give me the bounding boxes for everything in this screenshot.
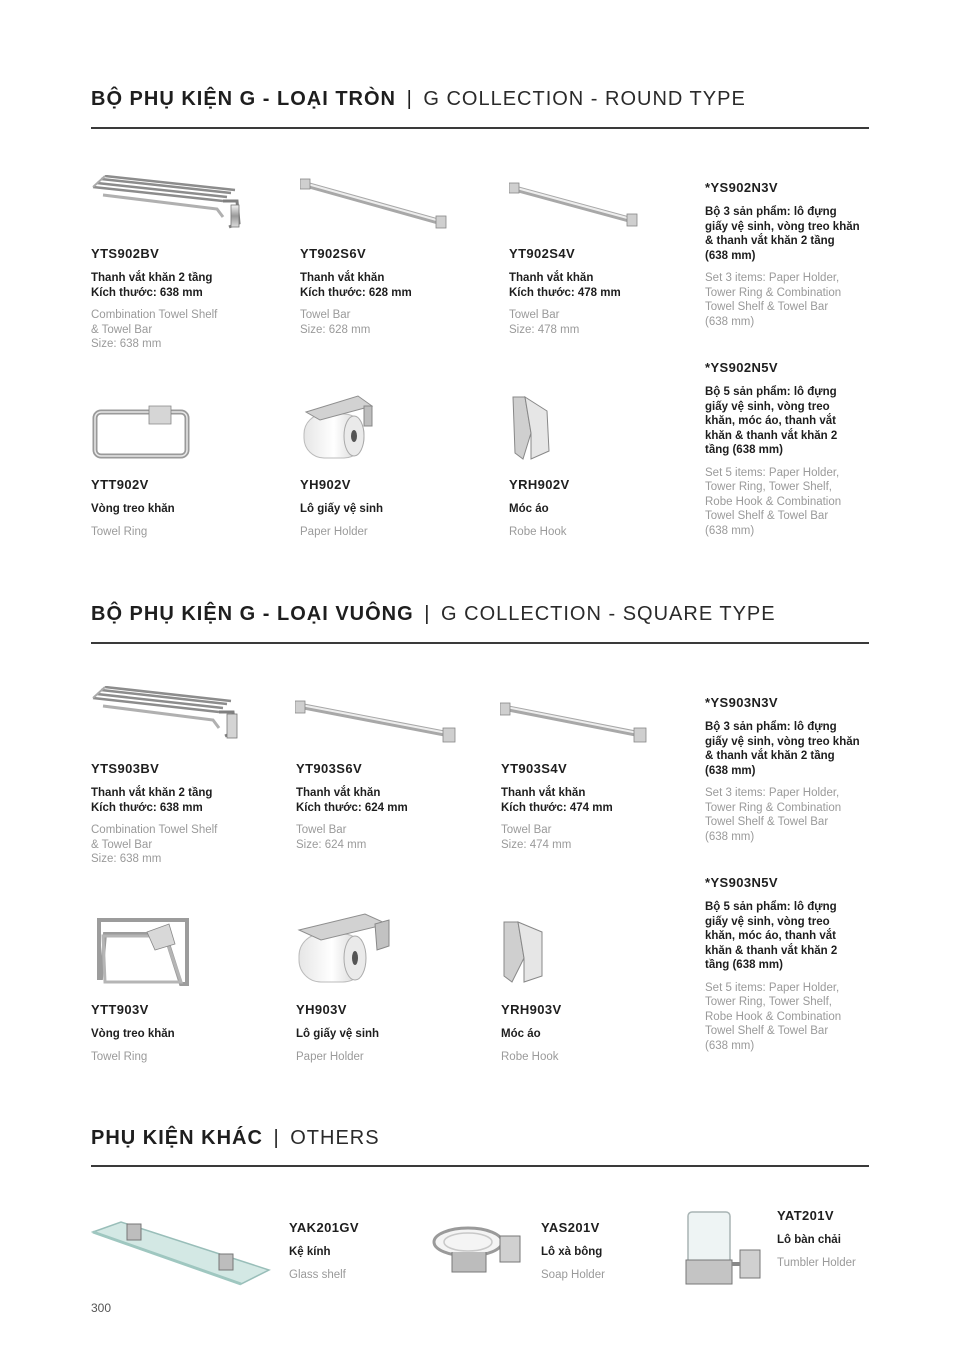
section-title-others	[91, 1127, 380, 1150]
product-code: YT902S6V	[300, 246, 367, 261]
product-code: *YS902N3V	[705, 180, 778, 195]
product-code: *YS903N3V	[705, 695, 778, 710]
en-line: Towel Bar	[501, 824, 552, 836]
vn-line: Thanh vắt khăn	[300, 272, 385, 284]
vn-line: Vòng treo khăn	[91, 503, 175, 515]
product-en-description	[289, 1268, 479, 1283]
product-en-description	[501, 823, 691, 852]
vn-line: giấy vệ sinh, vòng treo khăn	[705, 735, 860, 748]
vn-line: Móc áo	[509, 503, 549, 515]
vn-line: Bộ 5 sản phẩm: lô đựng	[705, 901, 837, 913]
product-en-description	[91, 1050, 281, 1065]
robe-hook-image	[509, 393, 553, 463]
vn-line: Kích thước: 478 mm	[509, 286, 621, 299]
vn-line: Thanh vắt khăn	[296, 787, 381, 799]
section-title-separator: |	[273, 1127, 280, 1149]
towel-ring-image	[91, 404, 195, 462]
section-divider	[91, 127, 869, 129]
product-YS902N5V	[705, 360, 875, 538]
vn-line: tầng (638 mm)	[705, 959, 783, 971]
towel-bar-624-image	[295, 700, 457, 746]
product-vn-description	[91, 786, 281, 815]
towel-shelf-image	[91, 175, 243, 233]
vn-line: & thanh vắt khăn 2 tầng	[705, 750, 835, 762]
section-title-round	[91, 88, 746, 111]
section-title-vn: PHỤ KIỆN KHÁC	[91, 1127, 263, 1149]
vn-line: Lô giấy vệ sinh	[300, 503, 384, 515]
product-YT902S4V	[509, 246, 699, 337]
product-YAK201GV	[289, 1220, 479, 1282]
product-en-description	[705, 271, 875, 329]
vn-line: Lô giấy vệ sinh	[296, 1028, 380, 1040]
product-en-description	[91, 823, 281, 867]
en-line: Set 3 items: Paper Holder,	[705, 272, 840, 284]
en-line: Towel Ring	[91, 1050, 148, 1063]
en-line: (638 mm)	[705, 830, 755, 843]
en-line: Tumbler Holder	[777, 1256, 856, 1269]
en-line: Size: 624 mm	[296, 838, 367, 851]
en-line: Soap Holder	[541, 1268, 605, 1281]
product-YTT902V	[91, 477, 281, 539]
product-YT903S6V	[296, 761, 486, 852]
product-code: YT902S4V	[509, 246, 576, 261]
paper-holder-square-image	[295, 910, 393, 986]
section-divider	[91, 1165, 869, 1167]
product-en-description	[705, 981, 875, 1054]
vn-line: Kích thước: 628 mm	[300, 286, 412, 299]
product-code: YT903S6V	[296, 761, 363, 776]
product-en-description	[300, 308, 490, 337]
vn-line: Thanh vắt khăn 2 tầng	[91, 272, 213, 284]
product-code: *YS902N5V	[705, 360, 778, 375]
product-en-description	[705, 786, 875, 844]
vn-line: khăn, móc áo, thanh vắt	[705, 415, 836, 427]
en-line: (638 mm)	[705, 315, 755, 328]
towel-shelf-square-image	[91, 686, 239, 744]
section-title-en: OTHERS	[290, 1127, 380, 1149]
product-en-description	[300, 525, 490, 540]
product-en-description	[509, 308, 699, 337]
product-code: YAT201V	[777, 1208, 835, 1223]
product-vn-description	[777, 1233, 897, 1248]
vn-line: tầng (638 mm)	[705, 444, 783, 456]
product-vn-description	[541, 1245, 731, 1260]
en-line: Robe Hook & Combination	[705, 1010, 842, 1023]
en-line: Robe Hook	[501, 1050, 559, 1063]
vn-line: Kích thước: 638 mm	[91, 801, 203, 814]
vn-line: (638 mm)	[705, 764, 756, 777]
product-YAS201V	[541, 1220, 731, 1282]
product-vn-description	[91, 271, 281, 300]
vn-line: Thanh vắt khăn	[509, 272, 594, 284]
en-line: (638 mm)	[705, 1039, 755, 1052]
product-vn-description	[705, 900, 875, 973]
section-title-separator: |	[424, 603, 431, 625]
product-en-description	[777, 1256, 897, 1271]
vn-line: Móc áo	[501, 1028, 541, 1040]
en-line: Towel Shelf & Towel Bar	[705, 510, 829, 522]
product-vn-description	[501, 1027, 691, 1042]
product-code: YRH903V	[501, 1002, 562, 1017]
vn-line: khăn & thanh vắt khăn 2	[705, 944, 838, 957]
product-code: YRH902V	[509, 477, 570, 492]
vn-line: Kích thước: 474 mm	[501, 801, 613, 814]
en-line: Towel Shelf & Towel Bar	[705, 816, 829, 828]
vn-line: (638 mm)	[705, 249, 756, 262]
glass-shelf-image	[91, 1218, 271, 1290]
vn-line: Bộ 3 sản phẩm: lô đựng	[705, 206, 837, 218]
towel-bar-628-image	[300, 178, 448, 230]
product-code: YTS903BV	[91, 761, 160, 776]
section-title-en: G COLLECTION - ROUND TYPE	[423, 88, 746, 110]
product-YAT201V	[777, 1208, 897, 1270]
product-code: YTT902V	[91, 477, 149, 492]
paper-holder-image	[300, 390, 374, 462]
product-code: YAS201V	[541, 1220, 600, 1235]
product-code: YH903V	[296, 1002, 347, 1017]
vn-line: & thanh vắt khăn 2 tầng	[705, 235, 835, 247]
product-vn-description	[705, 720, 875, 778]
vn-line: Kích thước: 638 mm	[91, 286, 203, 299]
product-vn-description	[296, 786, 486, 815]
towel-ring-square-image	[95, 914, 193, 988]
section-divider	[91, 642, 869, 644]
en-line: Paper Holder	[300, 525, 368, 538]
product-YTT903V	[91, 1002, 281, 1064]
product-vn-description	[300, 502, 490, 517]
product-en-description	[705, 466, 875, 539]
en-line: Robe Hook	[509, 525, 567, 538]
vn-line: khăn, móc áo, thanh vắt	[705, 930, 836, 942]
product-vn-description	[705, 205, 875, 263]
product-vn-description	[91, 502, 281, 517]
product-en-description	[501, 1050, 691, 1065]
en-line: Tower Ring, Tower Shelf,	[705, 996, 832, 1008]
product-YS903N5V	[705, 875, 875, 1053]
en-line: Size: 638 mm	[91, 338, 162, 350]
en-line: Set 3 items: Paper Holder,	[705, 787, 840, 799]
section-title-separator: |	[406, 88, 413, 110]
en-line: Size: 474 mm	[501, 838, 572, 851]
vn-line: khăn & thanh vắt khăn 2	[705, 429, 838, 442]
product-en-description	[91, 308, 281, 352]
product-code: YTS902BV	[91, 246, 160, 261]
en-line: Size: 628 mm	[300, 323, 371, 336]
product-code: *YS903N5V	[705, 875, 778, 890]
en-line: Towel Bar	[296, 824, 347, 836]
towel-bar-478-image	[509, 182, 639, 228]
product-vn-description	[501, 786, 691, 815]
product-en-description	[296, 1050, 486, 1065]
product-YTS902BV	[91, 246, 281, 352]
product-vn-description	[509, 271, 699, 300]
product-YS902N3V	[705, 180, 875, 329]
en-line: Tower Ring & Combination	[705, 286, 842, 299]
page-number: 300	[91, 1301, 112, 1315]
product-en-description	[296, 823, 486, 852]
product-code: YTT903V	[91, 1002, 149, 1017]
vn-line: Bộ 5 sản phẩm: lô đựng	[705, 386, 837, 398]
product-vn-description	[289, 1245, 479, 1260]
section-title-vn: BỘ PHỤ KIỆN G - LOẠI VUÔNG	[91, 603, 414, 625]
en-line: Combination Towel Shelf	[91, 309, 218, 321]
en-line: Glass shelf	[289, 1268, 346, 1281]
en-line: Combination Towel Shelf	[91, 824, 218, 836]
en-line: Tower Ring, Tower Shelf,	[705, 481, 832, 493]
product-vn-description	[509, 502, 699, 517]
en-line: Towel Ring	[91, 525, 148, 538]
robe-hook-square-image	[500, 918, 546, 986]
vn-line: Thanh vắt khăn 2 tầng	[91, 787, 213, 799]
vn-line: giấy vệ sinh, vòng treo	[705, 915, 830, 928]
en-line: & Towel Bar	[91, 838, 153, 851]
vn-line: Vòng treo khăn	[91, 1028, 175, 1040]
product-vn-description	[91, 1027, 281, 1042]
product-en-description	[91, 525, 281, 540]
en-line: Size: 638 mm	[91, 853, 162, 865]
product-YH903V	[296, 1002, 486, 1064]
product-YT903S4V	[501, 761, 691, 852]
en-line: Towel Shelf & Towel Bar	[705, 301, 829, 313]
vn-line: Kệ kính	[289, 1246, 331, 1258]
vn-line: Lô bàn chải	[777, 1234, 841, 1246]
en-line: Paper Holder	[296, 1050, 364, 1063]
product-YRH903V	[501, 1002, 691, 1064]
product-vn-description	[296, 1027, 486, 1042]
vn-line: Thanh vắt khăn	[501, 787, 586, 799]
en-line: (638 mm)	[705, 524, 755, 537]
product-vn-description	[705, 385, 875, 458]
section-title-en: G COLLECTION - SQUARE TYPE	[441, 603, 776, 625]
product-code: YAK201GV	[289, 1220, 359, 1235]
en-line: Set 5 items: Paper Holder,	[705, 981, 840, 994]
en-line: Towel Bar	[300, 309, 351, 321]
product-YT902S6V	[300, 246, 490, 337]
en-line: Size: 478 mm	[509, 323, 580, 336]
en-line: & Towel Bar	[91, 323, 153, 336]
product-YRH902V	[509, 477, 699, 539]
product-en-description	[541, 1268, 731, 1283]
product-en-description	[509, 525, 699, 540]
product-YTS903BV	[91, 761, 281, 867]
en-line: Towel Bar	[509, 309, 560, 321]
product-code: YT903S4V	[501, 761, 568, 776]
vn-line: Kích thước: 624 mm	[296, 801, 408, 814]
vn-line: giấy vệ sinh, vòng treo khăn	[705, 220, 860, 233]
product-code: YH902V	[300, 477, 351, 492]
vn-line: giấy vệ sinh, vòng treo	[705, 400, 830, 413]
en-line: Tower Ring & Combination	[705, 801, 842, 814]
en-line: Set 5 items: Paper Holder,	[705, 466, 840, 479]
section-title-vn: BỘ PHỤ KIỆN G - LOẠI TRÒN	[91, 88, 396, 110]
vn-line: Lô xà bông	[541, 1246, 603, 1258]
en-line: Towel Shelf & Towel Bar	[705, 1025, 829, 1037]
en-line: Robe Hook & Combination	[705, 495, 842, 508]
product-YS903N3V	[705, 695, 875, 844]
towel-bar-474-image	[500, 702, 648, 746]
section-title-square	[91, 603, 776, 626]
product-vn-description	[300, 271, 490, 300]
vn-line: Bộ 3 sản phẩm: lô đựng	[705, 721, 837, 733]
product-YH902V	[300, 477, 490, 539]
